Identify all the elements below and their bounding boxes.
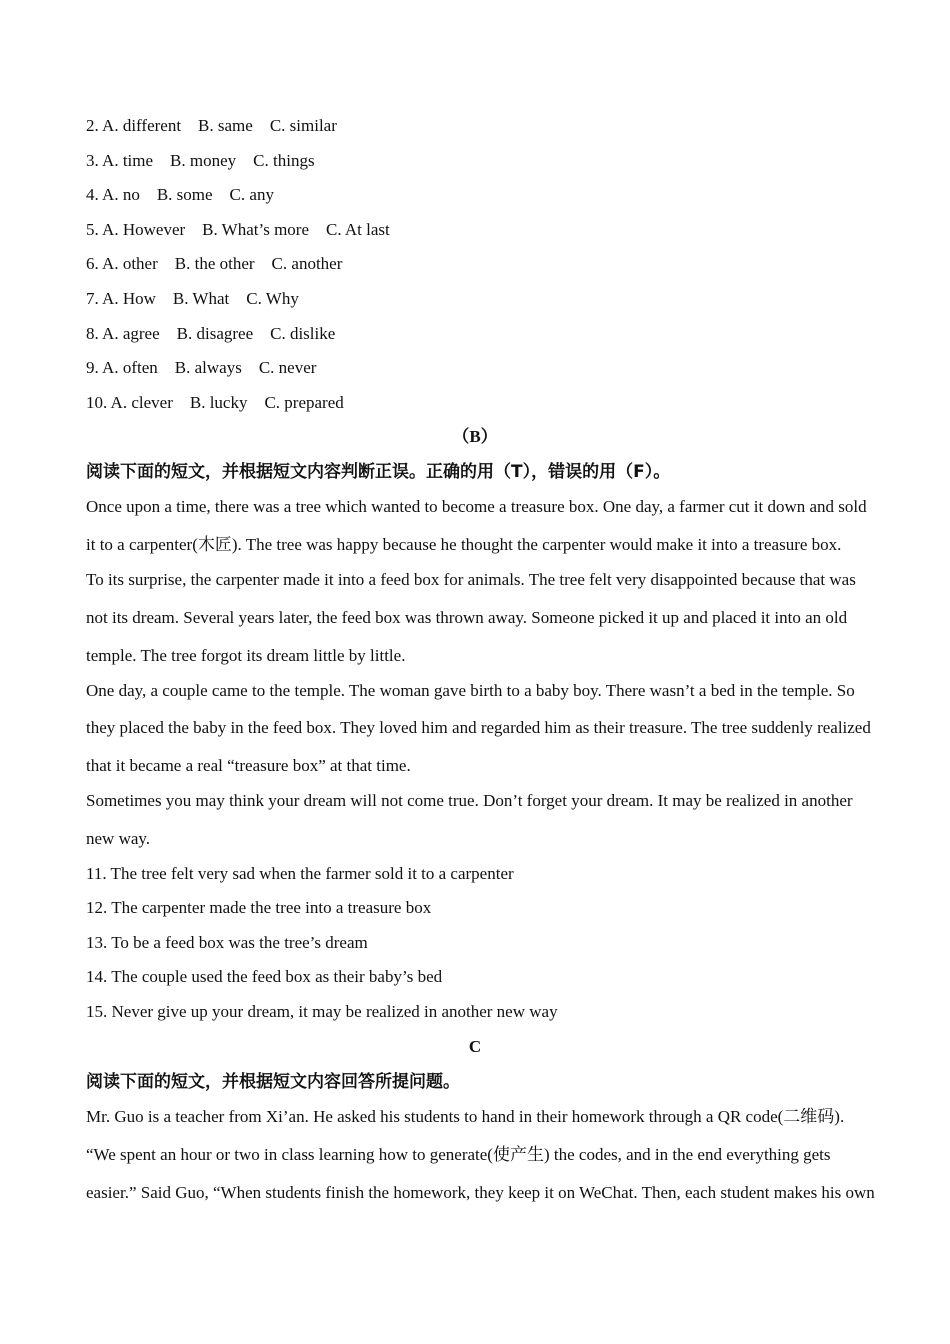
question-line: 12. The carpenter made the tree into a treasure box [86, 898, 432, 917]
passage-line: Sometimes you may think your dream will not come true. Don’t forget your dream. It may be realized in another [86, 791, 853, 810]
option-line: 6. A. other B. the other C. another [86, 254, 343, 273]
section-c-title: C [468, 1037, 482, 1056]
question-line: 13. To be a feed box was the tree’s dream [86, 933, 368, 952]
passage-line: Once upon a time, there was a tree which wanted to become a treasure box. One day, a farmer cut it down and sold [86, 497, 867, 516]
option-line: 8. A. agree B. disagree C. dislike [86, 324, 336, 343]
option-line: 10. A. clever B. lucky C. prepared [86, 393, 344, 412]
passage-line: that it became a real “treasure box” at that time. [86, 756, 411, 775]
passage-line: To its surprise, the carpenter made it into a feed box for animals. The tree felt very disappointed because that was [86, 570, 856, 589]
passage-line: easier.” Said Guo, “When students finish the homework, they keep it on WeChat. Then, each student makes his own [86, 1183, 875, 1202]
passage-line: “We spent an hour or two in class learning how to generate(使产生) the codes, and in the end everything gets [86, 1145, 831, 1164]
section-c-instruction: 阅读下面的短文，并根据短文内容回答所提问题。 [86, 1072, 460, 1092]
option-line: 9. A. often B. always C. never [86, 358, 317, 377]
passage-line: it to a carpenter(木匠). The tree was happy because he thought the carpenter would make it into a treasure box. [86, 535, 842, 554]
passage-line: new way. [86, 829, 151, 848]
option-line: 5. A. However B. What’s more C. At last [86, 220, 390, 239]
question-line: 15. Never give up your dream, it may be realized in another new way [86, 1002, 558, 1021]
section-b-title: （B） [452, 427, 498, 446]
option-line: 3. A. time B. money C. things [86, 151, 315, 170]
question-line: 11. The tree felt very sad when the farmer sold it to a carpenter [86, 864, 514, 883]
question-line: 14. The couple used the feed box as their baby’s bed [86, 967, 443, 986]
option-line: 2. A. different B. same C. similar [86, 116, 337, 135]
option-line: 7. A. How B. What C. Why [86, 289, 299, 308]
passage-line: temple. The tree forgot its dream little by little. [86, 646, 406, 665]
passage-line: they placed the baby in the feed box. They loved him and regarded him as their treasure. The tree suddenly realized [86, 718, 871, 737]
option-line: 4. A. no B. some C. any [86, 185, 274, 204]
passage-line: not its dream. Several years later, the feed box was thrown away. Someone picked it up and placed it into an old [86, 608, 848, 627]
passage-line: Mr. Guo is a teacher from Xi’an. He asked his students to hand in their homework through a QR code(二维码). [86, 1107, 845, 1126]
passage-line: One day, a couple came to the temple. The woman gave birth to a baby boy. There wasn’t a bed in the temple. So [86, 681, 855, 700]
section-b-instruction: 阅读下面的短文，并根据短文内容判断正误。正确的用（T），错误的用（F）。 [86, 462, 671, 482]
